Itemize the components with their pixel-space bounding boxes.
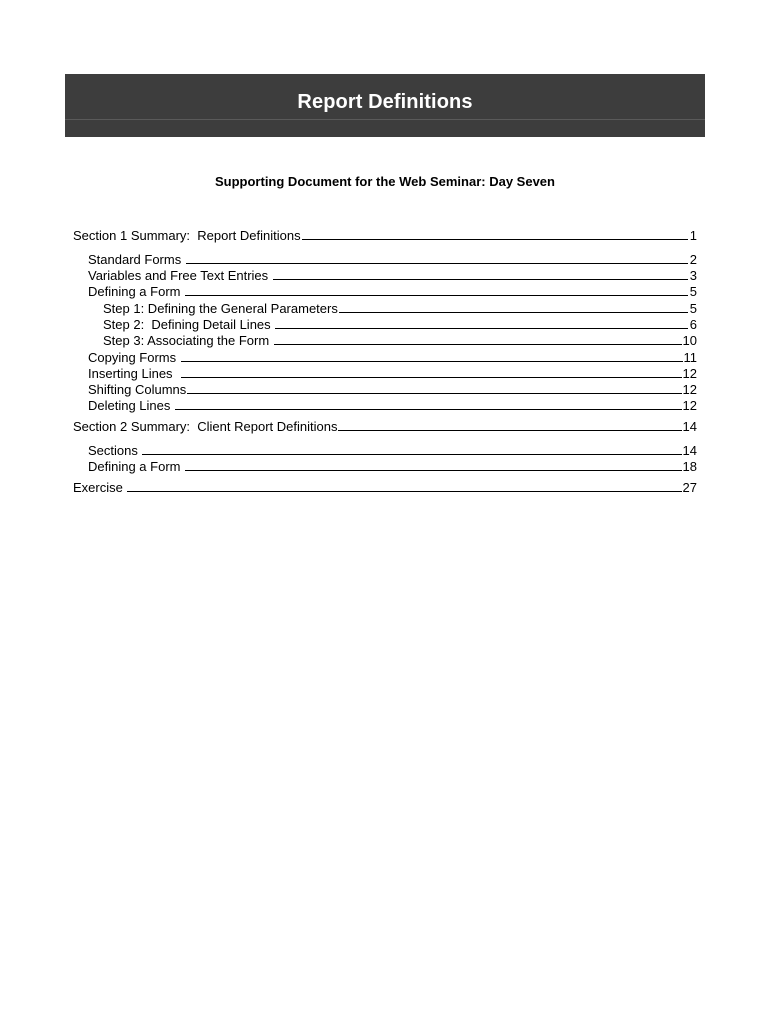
toc-page-number: 10: [682, 333, 697, 348]
banner-divider: [65, 119, 705, 120]
toc-page-number: 12: [682, 382, 697, 397]
toc-entry-label: Step 3: Associating the Form: [103, 333, 273, 348]
toc-entry-label: Step 2: Defining Detail Lines: [103, 317, 275, 332]
toc-entry-label: Shifting Columns: [88, 382, 187, 397]
toc-entry-label: Variables and Free Text Entries: [88, 268, 272, 283]
toc-entry-label: Step 1: Defining the General Parameters: [103, 301, 338, 316]
toc-entry-section-2[interactable]: [73, 418, 697, 434]
toc-entry-label: Copying Forms: [88, 350, 180, 365]
toc-entry-step-3[interactable]: [103, 332, 697, 348]
toc-leader-line: [338, 429, 681, 431]
toc-page-number: 14: [682, 419, 697, 434]
toc-leader-line: [181, 360, 683, 362]
toc-entry-exercise[interactable]: [73, 479, 697, 495]
toc-leader-line: [274, 343, 682, 345]
toc-page-number: 6: [689, 317, 697, 332]
toc-leader-line: [302, 238, 688, 240]
toc-leader-line: [273, 278, 688, 280]
toc-entry-label: Standard Forms: [88, 252, 185, 267]
title-banner: [65, 74, 705, 137]
toc-entry-step-1[interactable]: [103, 300, 697, 316]
toc-page-number: 11: [683, 350, 697, 365]
toc-leader-line: [185, 469, 681, 471]
toc-entry-label: Section 1 Summary: Report Definitions: [73, 228, 301, 243]
toc-page-number: 14: [682, 443, 697, 458]
toc-leader-line: [175, 408, 682, 410]
toc-leader-line: [187, 392, 681, 394]
toc-page-number: 2: [689, 252, 697, 267]
toc-entry-label: Inserting Lines: [88, 366, 180, 381]
toc-leader-line: [181, 376, 682, 378]
toc-entry-shifting-columns[interactable]: [88, 381, 697, 397]
toc-entry-standard-forms[interactable]: [88, 251, 697, 267]
toc-page-number: 12: [682, 398, 697, 413]
toc-leader-line: [339, 311, 688, 313]
toc-page-number: 1: [689, 228, 697, 243]
toc-entry-label: Sections: [88, 443, 142, 458]
toc-entry-sections[interactable]: [88, 442, 697, 458]
toc-leader-line: [186, 262, 688, 264]
toc-entry-inserting-lines[interactable]: [88, 365, 697, 381]
toc-leader-line: [127, 490, 681, 492]
toc-entry-section-1[interactable]: [73, 227, 697, 243]
toc-page-number: 27: [682, 480, 697, 495]
toc-entry-label: Deleting Lines: [88, 398, 174, 413]
toc-entry-label: Defining a Form: [88, 459, 185, 474]
toc-entry-label: Exercise: [73, 480, 127, 495]
toc-leader-line: [275, 327, 688, 329]
document-subtitle: Supporting Document for the Web Seminar: Day Seven: [215, 174, 555, 189]
toc-entry-defining-a-form-2[interactable]: [88, 458, 697, 474]
toc-entry-label: Defining a Form: [88, 284, 185, 299]
toc-entry-variables[interactable]: [88, 267, 697, 283]
page-title: Report Definitions: [297, 91, 473, 113]
toc-page-number: 5: [689, 301, 697, 316]
toc-leader-line: [185, 294, 688, 296]
toc-page-number: 5: [689, 284, 697, 299]
toc-page-number: 18: [682, 459, 697, 474]
toc-entry-label: Section 2 Summary: Client Report Definitions: [73, 419, 338, 434]
toc-leader-line: [142, 453, 681, 455]
toc-entry-defining-a-form[interactable]: [88, 283, 697, 299]
toc-entry-deleting-lines[interactable]: [88, 397, 697, 413]
toc-entry-step-2[interactable]: [103, 316, 697, 332]
toc-page-number: 12: [682, 366, 697, 381]
toc-page-number: 3: [689, 268, 697, 283]
toc-entry-copying-forms[interactable]: [88, 349, 697, 365]
